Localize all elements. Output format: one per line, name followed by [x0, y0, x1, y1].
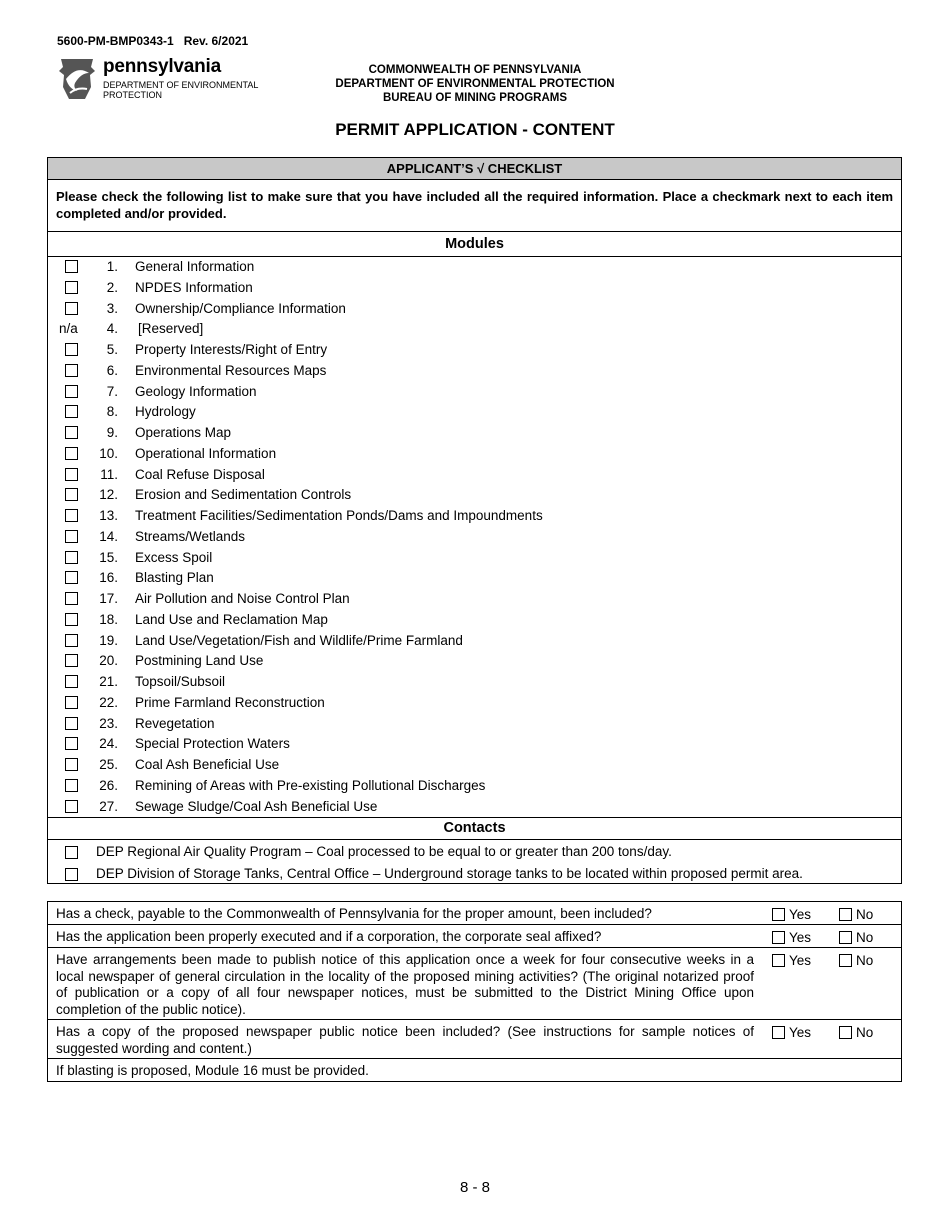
no-option[interactable]: [839, 930, 873, 945]
module-checkbox[interactable]: [65, 675, 78, 688]
module-row: [48, 465, 901, 486]
module-row: [48, 651, 901, 672]
module-number: 7.: [106, 383, 118, 399]
module-number: 23.: [99, 715, 118, 731]
module-checkbox[interactable]: [65, 571, 78, 584]
form-revision: Rev. 6/2021: [183, 34, 249, 48]
blasting-note: If blasting is proposed, Module 16 must be provided.: [56, 1063, 369, 1078]
module-checkbox[interactable]: [65, 696, 78, 709]
module-number: 13.: [99, 508, 118, 523]
module-number: 1.: [106, 259, 118, 274]
module-checkbox[interactable]: [65, 551, 78, 564]
no-option[interactable]: [839, 1025, 873, 1040]
yes-option[interactable]: [772, 953, 811, 968]
module-label: Operations Map: [135, 425, 232, 440]
module-label: Erosion and Sedimentation Controls: [135, 487, 352, 503]
checklist-instructions: Please check the following list to make sure that you have included all the required information. Place a checkmark next to each item completed and/or provided.: [48, 180, 901, 232]
yes-checkbox[interactable]: [772, 1026, 785, 1039]
yes-checkbox[interactable]: [772, 954, 785, 967]
question-text: Has the application been properly executed and if a corporation, the corporate seal affixed?: [56, 929, 602, 944]
no-checkbox[interactable]: [839, 931, 852, 944]
question-text: Has a copy of the proposed newspaper public notice been included? (See instructions for sample notices of suggested wording and content.): [56, 1024, 754, 1056]
module-checkbox[interactable]: [65, 364, 78, 377]
module-row: [48, 485, 901, 506]
module-number: 22.: [99, 694, 118, 710]
module-row: [48, 340, 901, 361]
no-label: No: [856, 907, 874, 922]
checklist-heading: APPLICANT’S √ CHECKLIST: [48, 158, 901, 180]
applicant-checklist: [47, 157, 902, 884]
module-row: [48, 278, 901, 299]
module-label: [Reserved]: [138, 321, 204, 337]
pa-dep-logo: [57, 57, 257, 101]
module-row: [48, 589, 901, 610]
module-checkbox[interactable]: [65, 260, 78, 273]
module-checkbox[interactable]: [65, 302, 78, 315]
module-number: 11.: [100, 466, 118, 482]
module-label: Revegetation: [135, 715, 215, 731]
module-row: [48, 382, 901, 403]
no-option[interactable]: [839, 953, 873, 968]
page-title: PERMIT APPLICATION - CONTENT: [335, 120, 615, 139]
module-row: [48, 631, 901, 652]
module-row: [48, 423, 901, 444]
module-number: 3.: [106, 300, 118, 316]
yes-checkbox[interactable]: [772, 931, 785, 944]
yes-label: Yes: [789, 953, 812, 968]
module-label: Hydrology: [135, 404, 196, 420]
contact-label: DEP Regional Air Quality Program – Coal processed to be equal to or greater than 200 tons/day.: [96, 844, 672, 859]
module-label: General Information: [135, 259, 255, 274]
questions-table: [47, 901, 902, 1082]
module-number: 12.: [99, 487, 118, 503]
module-checkbox[interactable]: [65, 426, 78, 439]
module-number: 15.: [99, 549, 118, 565]
module-number: 26.: [99, 777, 118, 793]
module-row: [48, 527, 901, 548]
no-label: No: [856, 930, 874, 945]
module-row: [48, 548, 901, 569]
question-row: [48, 948, 901, 1020]
contact-label: DEP Division of Storage Tanks, Central Office – Underground storage tanks to be located within proposed permit area.: [96, 866, 803, 881]
question-row: [48, 925, 901, 948]
module-checkbox[interactable]: [65, 530, 78, 543]
module-label: NPDES Information: [135, 279, 253, 295]
no-option[interactable]: [839, 907, 873, 922]
module-number: 21.: [99, 674, 118, 689]
form-number: 5600-PM-BMP0343-1: [57, 34, 174, 48]
module-number: 9.: [106, 425, 118, 440]
module-label: Coal Refuse Disposal: [135, 466, 265, 482]
no-checkbox[interactable]: [839, 908, 852, 921]
module-checkbox[interactable]: [65, 405, 78, 418]
module-label: Geology Information: [135, 383, 257, 399]
yes-label: Yes: [789, 907, 812, 922]
module-label: Prime Farmland Reconstruction: [135, 694, 325, 710]
module-label: Topsoil/Subsoil: [135, 674, 226, 689]
module-checkbox[interactable]: [65, 654, 78, 667]
module-number: 6.: [106, 362, 118, 378]
module-row: [48, 755, 901, 776]
keystone-icon: [57, 57, 97, 101]
module-checkbox[interactable]: [65, 385, 78, 398]
module-checkbox[interactable]: [65, 592, 78, 605]
module-number: 19.: [99, 632, 118, 648]
module-label: Property Interests/Right of Entry: [135, 342, 328, 357]
no-label: No: [856, 953, 874, 968]
module-label: Blasting Plan: [135, 570, 214, 586]
question-text: Has a check, payable to the Commonwealth of Pennsylvania for the proper amount, been included?: [56, 906, 652, 921]
module-row: [48, 568, 901, 589]
module-label: Land Use and Reclamation Map: [135, 611, 328, 627]
module-row: [48, 797, 901, 818]
module-label: Ownership/Compliance Information: [135, 300, 346, 316]
module-number: 20.: [99, 653, 118, 669]
module-number: 24.: [99, 736, 118, 752]
module-number: 27.: [99, 798, 118, 814]
blasting-note-row: [48, 1059, 901, 1081]
module-checkbox[interactable]: [65, 447, 78, 460]
question-row: [48, 1020, 901, 1059]
contact-row: [48, 840, 901, 862]
module-label: Excess Spoil: [135, 549, 213, 565]
module-checkbox[interactable]: [65, 634, 78, 647]
module-checkbox[interactable]: [65, 509, 78, 522]
modules-heading: Modules: [48, 232, 901, 257]
yes-option[interactable]: [772, 1025, 811, 1040]
contact-row: [48, 862, 901, 884]
contact-checkbox[interactable]: [65, 846, 78, 859]
module-checkbox[interactable]: [65, 758, 78, 771]
module-checkbox[interactable]: [65, 800, 78, 813]
module-label: Special Protection Waters: [135, 736, 290, 752]
agency-line-3: BUREAU OF MINING PROGRAMS: [383, 92, 567, 104]
form-id: [57, 34, 248, 48]
module-number: 16.: [99, 570, 118, 586]
module-checkbox[interactable]: [65, 488, 78, 501]
module-number: 25.: [99, 757, 118, 772]
module-checkbox[interactable]: [65, 468, 78, 481]
module-number: 10.: [99, 445, 118, 461]
agency-line-2: DEPARTMENT OF ENVIRONMENTAL PROTECTION: [335, 78, 615, 90]
module-label: Coal Ash Beneficial Use: [135, 757, 280, 772]
module-checkbox[interactable]: [65, 737, 78, 750]
no-checkbox[interactable]: [839, 954, 852, 967]
module-label: Land Use/Vegetation/Fish and Wildlife/Prime Farmland: [135, 632, 463, 648]
module-row: [48, 299, 901, 320]
yes-option[interactable]: [772, 930, 811, 945]
module-row: [48, 693, 901, 714]
module-label: Operational Information: [135, 445, 277, 461]
module-row: [48, 734, 901, 755]
question-row: [48, 902, 901, 925]
module-row: [48, 319, 901, 340]
question-text: Have arrangements been made to publish notice of this application once a week for four consecutive weeks in a local newspaper of general circulation in the locality of the proposed mining activities? (The original notarized proof of publication or a copy of all four newspaper notices, must be submitted to the District Mining Office upon completion of the public notice).: [56, 952, 754, 1017]
module-label: Sewage Sludge/Coal Ash Beneficial Use: [135, 798, 378, 814]
module-checkbox[interactable]: [65, 343, 78, 356]
contacts-heading: Contacts: [48, 818, 901, 840]
module-label: Remining of Areas with Pre-existing Pollutional Discharges: [135, 777, 486, 793]
module-number: 18.: [99, 611, 118, 627]
module-label: Treatment Facilities/Sedimentation Ponds/Dams and Impoundments: [135, 508, 543, 523]
module-checkbox[interactable]: [65, 281, 78, 294]
module-label: Postmining Land Use: [135, 653, 264, 669]
no-checkbox[interactable]: [839, 1026, 852, 1039]
module-label: Environmental Resources Maps: [135, 362, 327, 378]
module-number: 2.: [106, 279, 118, 295]
yes-label: Yes: [789, 1025, 812, 1040]
no-label: No: [856, 1025, 874, 1040]
module-number: 14.: [99, 528, 118, 544]
contact-checkbox[interactable]: [65, 868, 78, 881]
module-label: Air Pollution and Noise Control Plan: [135, 591, 350, 606]
modules-list: [48, 257, 901, 818]
module-label: Streams/Wetlands: [135, 528, 246, 544]
module-row: [48, 402, 901, 423]
module-number: 5.: [106, 342, 118, 357]
logo-wordmark: pennsylvania: [103, 56, 221, 77]
yes-option[interactable]: [772, 907, 811, 922]
page-number: 8 - 8: [459, 1179, 490, 1196]
module-row: [48, 506, 901, 527]
module-checkbox[interactable]: [65, 613, 78, 626]
logo-department: DEPARTMENT OF ENVIRONMENTAL PROTECTION: [103, 80, 259, 100]
module-row: [48, 672, 901, 693]
module-row: [48, 610, 901, 631]
yes-checkbox[interactable]: [772, 908, 785, 921]
module-row: [48, 361, 901, 382]
module-na-marker: n/a: [59, 321, 78, 337]
module-row: [48, 714, 901, 735]
module-number: 8.: [106, 404, 118, 420]
module-row: [48, 257, 901, 278]
module-number: 17.: [99, 591, 118, 606]
agency-line-1: COMMONWEALTH OF PENNSYLVANIA: [368, 64, 582, 76]
yes-label: Yes: [789, 930, 812, 945]
module-checkbox[interactable]: [65, 717, 78, 730]
module-number: 4.: [106, 321, 118, 337]
module-row: [48, 776, 901, 797]
module-checkbox[interactable]: [65, 779, 78, 792]
module-row: [48, 444, 901, 465]
agency-block: [300, 63, 650, 105]
